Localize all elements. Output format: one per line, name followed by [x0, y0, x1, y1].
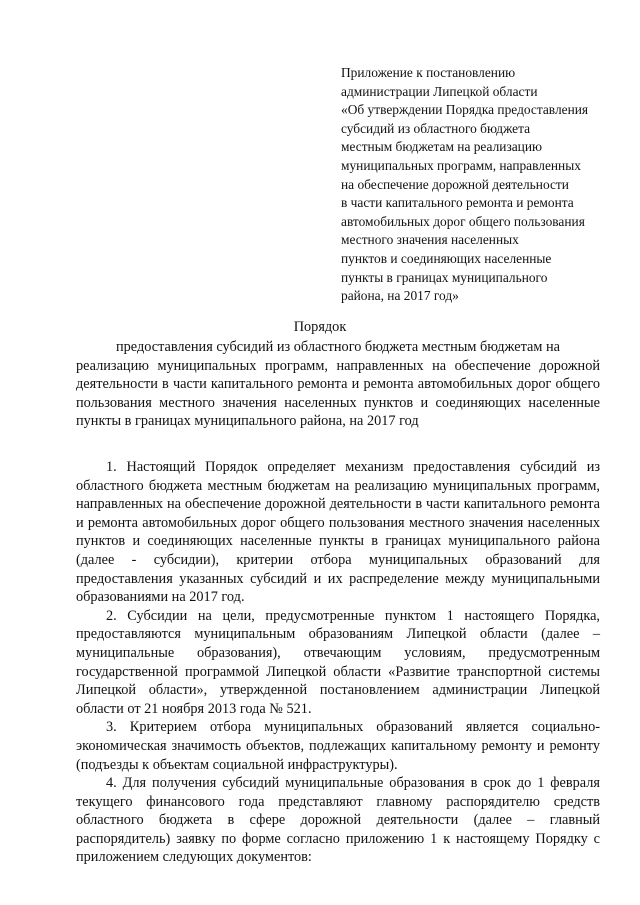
- appendix-line: местным бюджетам на реализацию: [341, 139, 543, 155]
- document-body: [76, 458, 600, 867]
- appendix-line: субсидий из областного бюджета: [341, 120, 531, 136]
- appendix-line: Приложение к постановлению: [341, 65, 516, 80]
- paragraph-4: 4. Для получения субсидий муниципальные образования в срок до 1 февраля текущего финансового года представляют главному распорядителю средств областного бюджета в сфере дорожной деятельности (далее – главный распорядитель) заявку по форме согласно приложению 1 к настоящему Порядку с приложением следующих документов:: [76, 775, 600, 866]
- appendix-line: района, на 2017 год»: [341, 288, 459, 304]
- document-subtitle: [76, 338, 600, 431]
- appendix-line: в части капитального ремонта и ремонта: [341, 195, 574, 211]
- appendix-line: автомобильных дорог общего пользования: [341, 213, 585, 229]
- paragraph-3: 3. Критерием отбора муниципальных образований является социально-экономическая значимость объектов, подлежащих капитальному ремонту и ремонту (подъезды к объектам социальной инфраструктуры).: [76, 719, 600, 773]
- paragraph-1: 1. Настоящий Порядок определяет механизм предоставления субсидий из областного бюджета местным бюджетам на реализацию муниципальных программ, направленных на обеспечение дорожной деятельности в части капитального ремонта и ремонта автомобильных дорог общего пользования местного значения населенных пунктов и соединяющих населенные пункты в границах муниципального района (далее - субсидии), критерии отбора муниципальных образований для предоставления указанных субсидий и их распределение между муниципальными образованиями на 2017 год.: [76, 459, 600, 606]
- subtitle-rest: реализацию муниципальных программ, направленных на обеспечение дорожной деятельности в части капитального ремонта и ремонта автомобильных дорог общего пользования местного значения населенных пунктов и соединяющих населенные пункты в границах муниципального района, на 2017 год: [76, 357, 600, 430]
- document-title: Порядок: [293, 319, 347, 335]
- appendix-line: администрации Липецкой области: [341, 83, 538, 99]
- paragraph-2: 2. Субсидии на цели, предусмотренные пунктом 1 настоящего Порядка, предоставляются муниципальным образованиям Липецкой области (далее – муниципальные образования), отвечающим условиям, предусмотренным государственной программой Липецкой области «Развитие транспортной системы Липецкой области», утвержденной постановлением администрации Липецкой области от 21 ноября 2013 года № 521.: [76, 607, 600, 717]
- appendix-line: муниципальных программ, направленных: [341, 157, 581, 173]
- appendix-line: «Об утверждении Порядка предоставления: [341, 102, 589, 118]
- appendix-line: местного значения населенных: [341, 232, 519, 248]
- subtitle-first-line: предоставления субсидий из областного бюджета местным бюджетам на: [116, 339, 560, 355]
- appendix-line: пунктов и соединяющих населенные: [341, 250, 552, 266]
- appendix-line: на обеспечение дорожной деятельности: [341, 176, 569, 192]
- appendix-line: пункты в границах муниципального: [341, 269, 548, 285]
- appendix-header: [341, 64, 631, 306]
